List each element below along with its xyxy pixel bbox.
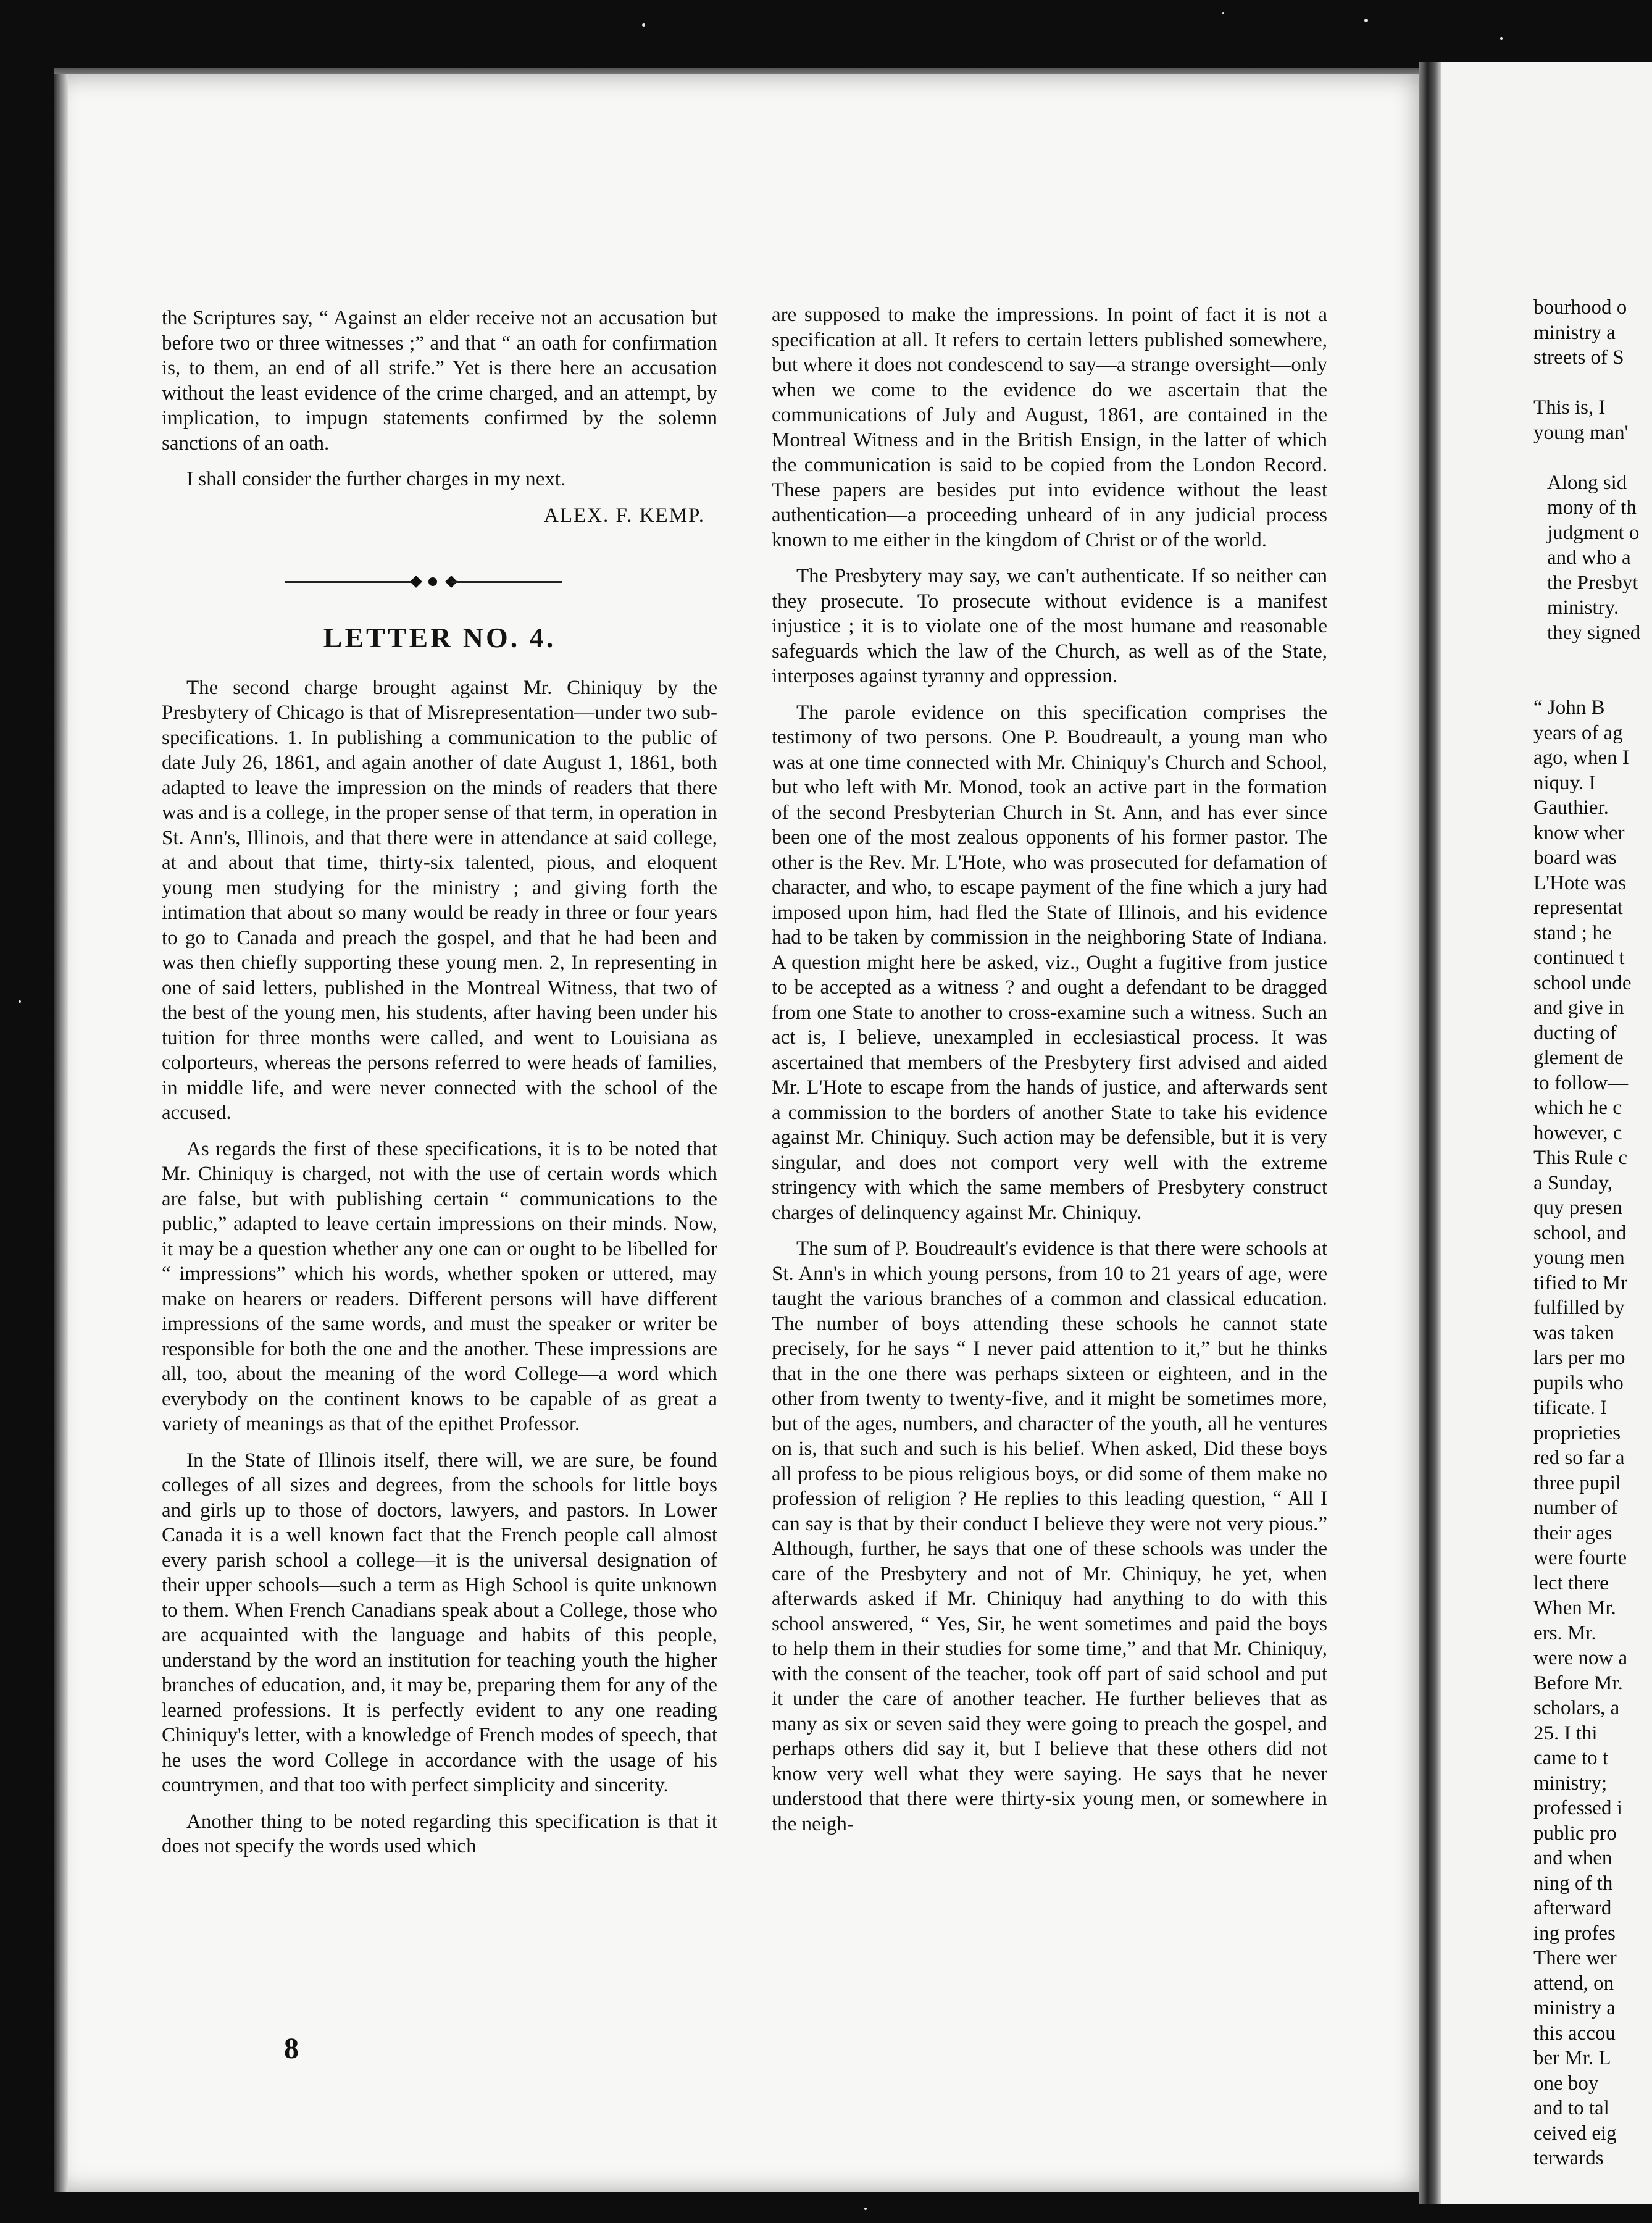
fragment-line: number of (1533, 1497, 1618, 1519)
scan-speck (864, 2208, 867, 2210)
divider-ornament (162, 564, 717, 601)
fragment-line: public pro (1533, 1822, 1617, 1844)
fragment-line: a Sunday, (1533, 1171, 1613, 1194)
fragment-line: There wer (1533, 1947, 1617, 1969)
paragraph: The Presbytery may say, we can't authenticate. If so neither can they prosecute. To prosecute without evidence is a manifest injustice ; it is to violate one of the most humane and reasonable safeguards which the law of the Church, as well as of the State, interposes against tyranny and oppression. (772, 565, 1327, 687)
fragment-line: ber Mr. L (1533, 2047, 1611, 2069)
fragment-line: tified to Mr (1533, 1271, 1628, 1294)
fragment-line: stand ; he (1533, 921, 1612, 944)
fragment-line: ministry a (1533, 1997, 1616, 2019)
fragment-line: judgment o (1547, 521, 1640, 544)
fragment-line: were now a (1533, 1647, 1628, 1669)
fragment-line: This Rule c (1533, 1147, 1628, 1169)
fragment-line: continued t (1533, 947, 1625, 969)
fragment-line: to follow— (1533, 1071, 1629, 1094)
fragment-line: ministry; (1533, 1772, 1608, 1794)
fragment-line: and to tal (1533, 2097, 1609, 2119)
fragment-line: ing profes (1533, 1922, 1616, 1945)
fragment-line: know wher (1533, 821, 1625, 844)
fragment-line: representat (1533, 897, 1623, 919)
page-left-edge (54, 74, 68, 2192)
signature: ALEX. F. KEMP. (544, 504, 705, 527)
fragment-line: Before Mr. (1533, 1672, 1623, 1694)
fragment-line: which he c (1533, 1097, 1622, 1119)
fragment-line: board was (1533, 847, 1617, 869)
paragraph: The second charge brought against Mr. Chiniquy by the Presbytery of Chicago is that of Misrepresentation—under two sub-specifications. 1. In publishing a communication to the public of date July 26, 1861, and again another of date August 1, 1861, both adapted to leave the impression on the minds of readers that there was and is a college, in the proper sense of that term, in operation in St. Ann's, Illinois, and that there were in attendance at said college, at and about that time, thirty-six talented, pious, and eloquent young men studying for the ministry ; and giving forth the intimation that about so many would be ready in three or four years to go to Canada and preach the gospel, and that he had been and was then chiefly supporting these young men. 2, In representing in one of said letters, published in the Montreal Witness, that two of the best of the young men, his students, after having been under his tuition for three months were called, and went to Louisiana as colporteurs, whereas the persons referred to were heads of families, in middle life, and were never connected with the school of the accused. (162, 676, 717, 1124)
fragment-line: terwards (1533, 2147, 1604, 2169)
fragment-line: school, and (1533, 1221, 1627, 1244)
fragment-line: afterward (1533, 1897, 1612, 1919)
fragment-line: Along sid (1547, 471, 1627, 494)
fragment-line: glement de (1533, 1047, 1624, 1069)
scan-speck (1364, 19, 1368, 22)
fragment-line: their ages (1533, 1522, 1612, 1544)
page-number: 8 (284, 2032, 299, 2065)
fragment-line: and when (1533, 1847, 1612, 1869)
fragment-line: professed i (1533, 1797, 1622, 1819)
fragment-line: ducting of (1533, 1021, 1617, 1044)
paragraph: As regards the first of these specifications, it is to be noted that Mr. Chiniquy is charged, not with the use of certain words which are false, but with publishing certain “ communications to the public,” adapted to leave certain impressions on their minds. Now, it may be a question whether any one can or ought to be libelled for “ impressions” which his words, whether spoken or uttered, may make on hearers or readers. Different persons will have different impressions of the same words, and must the speaker or writer be responsible for both the one and the another. These impressions are all, too, about the meaning of the word College—a word which everybody on the continent knows to be capable of as great a variety of meanings as that of the epithet Professor. (162, 1137, 717, 1435)
fragment-line: ning of th (1533, 1872, 1613, 1894)
fragment-line: fulfilled by (1533, 1297, 1625, 1319)
fragment-line: the Presbyt (1547, 571, 1638, 594)
left-column (162, 306, 717, 1870)
left-column-top-text (162, 306, 717, 492)
fragment-line: L'Hote was (1533, 871, 1626, 894)
paragraph: I shall consider the further charges in my next. (186, 468, 566, 490)
left-column-body-text (162, 676, 717, 1859)
paragraph: are supposed to make the impressions. In point of fact it is not a specification at all. It refers to certain letters published somewhere, but where it does not condescend to say—a strange oversight—only when we come to the evidence do we ascertain that the communications of July and August, 1861, are contained in the Montreal Witness and in the British Ensign, in the latter of which the communication is said to be copied from the London Record. These papers are besides put into evidence without the least authentication—a proceeding unheard of in any judicial process known to me either in the kingdom of Christ or of the world. (772, 304, 1327, 551)
scan-speck (1500, 37, 1503, 40)
fragment-line: ers. Mr. (1533, 1622, 1596, 1644)
fragment-line: Gauthier. (1533, 797, 1609, 819)
scan-speck (1222, 12, 1224, 14)
fragment-line: however, c (1533, 1121, 1622, 1144)
fragment-line: ceived eig (1533, 2122, 1617, 2145)
fragment-line: “ John B (1533, 697, 1605, 719)
fragment-line: school unde (1533, 971, 1632, 994)
fragment-line: they signed (1547, 621, 1641, 644)
fragment-line: ago, when I (1533, 747, 1629, 769)
fragment-line: pupils who (1533, 1371, 1624, 1394)
fragment-line: came to t (1533, 1747, 1608, 1769)
fragment-line: and give in (1533, 997, 1624, 1019)
book-gutter (1419, 62, 1441, 2204)
paragraph: The sum of P. Boudreault's evidence is that there were schools at St. Ann's in which young persons, from 10 to 21 years of age, were taught the various branches of a common and classical education. The number of boys attending these schools he cannot state precisely, for he says “ I never paid attention to it,” but he thinks that in the one there was perhaps sixteen or eighteen, and in the other from twenty to twenty-five, and it might be sometimes more, but of the ages, numbers, and character of the youth, all he ventures on is, that such and such is his belief. When asked, Did these boys all profess to be pious religious boys, or did some of them make no profession of religion ? He replies to this leading question, “ All I can say is that by their conduct I believe they were not very pious.” Although, further, he says that one of these schools was under the care of the Presbytery and not of Mr. Chiniquy, he yet, when afterwards asked if Mr. Chiniquy had anything to do with this school answered, “ Yes, Sir, he went sometimes and paid the boys to help them in their studies for some time,” and that Mr. Chiniquy, with the consent of the teacher, took off part of said school and put it under the care of another teacher. He further believes that as many as six or seven said they were going to preach the gospel, and perhaps others did say it, but I believe that these others did not know very well what they were saying. He says that he never understood that there were thirty-six young men, or somewhere in the neigh- (772, 1237, 1327, 1835)
fragment-line: were fourte (1533, 1547, 1627, 1569)
fragment-line: ministry. (1547, 597, 1619, 619)
fragment-line: and who a (1547, 546, 1631, 569)
fragment-line: lect there (1533, 1572, 1609, 1594)
fragment-line: attend, on (1533, 1972, 1614, 1995)
fragment-line: one boy (1533, 2072, 1599, 2095)
fragment-line: ministry a (1533, 321, 1616, 344)
fragment-line: red so far a (1533, 1447, 1625, 1469)
fragment-line: When Mr. (1533, 1597, 1616, 1619)
fragment-line: tificate. I (1533, 1397, 1608, 1419)
fragment-line: streets of S (1533, 346, 1624, 369)
fragment-line: bourhood o (1533, 296, 1627, 319)
fragment-line: this accou (1533, 2022, 1616, 2045)
fragment-line: three pupil (1533, 1472, 1622, 1494)
fragment-line: years of ag (1533, 721, 1623, 744)
paragraph: the Scriptures say, “ Against an elder receive not an accusation but before two or three witnesses ;” and that “ an oath for confirmation is, to them, an end of all strife.” Yet is there here an accusation without the least evidence of the crime charged, and an attempt, by implication, to impugn statements confirmed by the solemn sanctions of an oath. (162, 307, 717, 454)
paragraph: In the State of Illinois itself, there will, we are sure, be found colleges of all sizes and degrees, from the schools for little boys and girls up to those of doctors, lawyers, and pastors. In Lower Canada it is a well known fact that the French people call almost every parish school a college—it is the universal designation of their upper schools—such a term as High School is quite unknown to them. When French Canadians speak about a College, those who are acquainted with the language and habits of this people, understand by the word an institution for teaching youth the higher branches of education, and, it may be, preparing them for any of the learned professions. It is perfectly evident to any one reading Chiniquy's letter, with a knowledge of French modes of speech, that he uses the word College in accordance with the usage of his countrymen, and that too with perfect simplicity and sincerity. (162, 1449, 717, 1796)
adjacent-page-fragment (1441, 62, 1652, 2204)
fragment-line: was taken (1533, 1321, 1615, 1344)
fragment-line: mony of th (1547, 496, 1637, 519)
paragraph: Another thing to be noted regarding this specification is that it does not specify the words used which (162, 1810, 717, 1857)
fragment-line: lars per mo (1533, 1347, 1625, 1369)
fragment-line: scholars, a (1533, 1697, 1620, 1719)
scan-speck (19, 1000, 21, 1003)
fragment-line: proprieties (1533, 1421, 1621, 1444)
letter-heading: LETTER NO. 4. (323, 622, 556, 653)
scan-speck (642, 23, 645, 27)
paragraph: The parole evidence on this specification comprises the testimony of two persons. One P. Boudreault, a young man who was at one time connected with Mr. Chiniquy's Church and School, but who left with Mr. Monod, took an active part in the formation of the second Presbyterian Church in St. Ann, and has ever since been one of the most zealous opponents of his former pastor. The other is the Rev. Mr. L'Hote, who was prosecuted for defamation of character, and who, to escape payment of the fine which a jury had imposed upon him, had fled the State of Illinois, and his evidence had to be taken by commission in the neighboring State of Indiana. A question might here be asked, viz., Ought a fugitive from justice to be accepted as a witness ? and ought a defendant to be dragged from one State to another to cross-examine such a witness. Such an act is, I believe, unexampled in ecclesiastical process. It was ascertained that members of the Presbytery first advised and aided Mr. L'Hote to escape from the hands of justice, and afterwards sent a commission to the borders of another State to take his evidence against Mr. Chiniquy. Such action may be defensible, but it is very singular, and does not comport very well with the extreme stringency with which the same members of Presbytery construct charges of delinquency against Mr. Chiniquy. (772, 701, 1327, 1224)
fragment-line: niquy. I (1533, 771, 1596, 794)
fragment-line: young man' (1533, 421, 1629, 444)
middle-column (772, 303, 1327, 1848)
fragment-line: This is, I (1533, 396, 1606, 419)
fragment-line: 25. I thi (1533, 1722, 1598, 1744)
fragment-line: quy presen (1533, 1197, 1622, 1219)
fragment-line: young men (1533, 1247, 1625, 1269)
